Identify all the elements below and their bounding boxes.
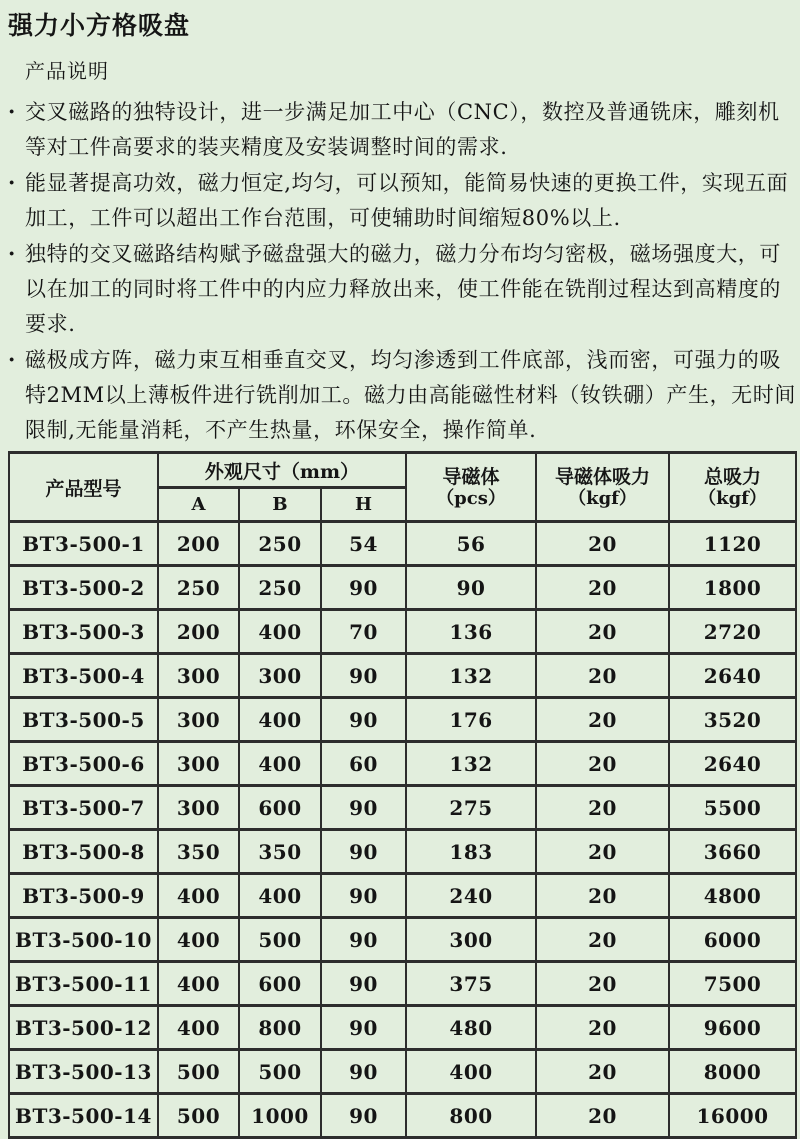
bullet-text: 独特的交叉磁路结构赋予磁盘强大的磁力，磁力分布均匀密极，磁场强度大，可以在加工的同时将工件中的内应力释放出来，使工件能在铣削过程达到高精度的要求. [25,242,781,336]
cell-pcs: 183 [406,830,536,874]
col-header-conductor-force-unit: （kgf） [568,487,637,509]
cell-model: BT3-500-4 [9,654,158,698]
cell-b: 400 [239,742,321,786]
cell-h: 90 [321,786,406,830]
table-row [9,1094,796,1138]
cell-model: BT3-500-10 [9,918,158,962]
cell-kgf: 20 [536,1094,669,1138]
cell-b: 1000 [239,1094,321,1138]
table-row [9,522,796,566]
cell-pcs: 300 [406,918,536,962]
cell-b: 400 [239,698,321,742]
cell-b: 400 [239,874,321,918]
cell-total: 1800 [669,566,796,610]
cell-a: 250 [158,566,239,610]
cell-total: 9600 [669,1006,796,1050]
col-header-conductor-label: 导磁体 [442,465,500,488]
cell-total: 2720 [669,610,796,654]
col-header-conductor-force [536,453,669,522]
cell-total: 1120 [669,522,796,566]
cell-total: 3660 [669,830,796,874]
cell-kgf: 20 [536,918,669,962]
cell-b: 250 [239,522,321,566]
bullet-text: 磁极成方阵，磁力束互相垂直交叉，均匀渗透到工件底部，浅而密，可强力的吸特2MM以上薄板件进行铣削加工。磁力由高能磁性材料（钕铁硼）产生，无时间限制,无能量消耗，不产生热量，环保安全，操作简单. [25,348,796,442]
bullet-item [8,165,796,236]
cell-model: BT3-500-12 [9,1006,158,1050]
cell-total: 16000 [669,1094,796,1138]
spec-table-head [9,453,796,522]
cell-pcs: 132 [406,654,536,698]
col-header-dim-a: A [158,488,239,522]
cell-pcs: 136 [406,610,536,654]
table-row [9,566,796,610]
cell-h: 54 [321,522,406,566]
table-row [9,698,796,742]
col-header-total-force-label: 总吸力 [704,465,762,488]
table-row [9,1050,796,1094]
col-header-dimensions-group: 外观尺寸（mm） [158,453,406,488]
col-header-total-force-unit: （kgf） [698,487,767,509]
cell-b: 350 [239,830,321,874]
cell-b: 400 [239,610,321,654]
cell-model: BT3-500-13 [9,1050,158,1094]
cell-kgf: 20 [536,962,669,1006]
cell-h: 90 [321,962,406,1006]
cell-kgf: 20 [536,1050,669,1094]
cell-b: 800 [239,1006,321,1050]
col-header-total-force [669,453,796,522]
cell-a: 500 [158,1094,239,1138]
cell-kgf: 20 [536,742,669,786]
cell-h: 90 [321,1050,406,1094]
cell-h: 90 [321,918,406,962]
cell-total: 2640 [669,742,796,786]
table-row [9,786,796,830]
cell-total: 5500 [669,786,796,830]
cell-a: 400 [158,962,239,1006]
cell-b: 250 [239,566,321,610]
cell-kgf: 20 [536,610,669,654]
cell-model: BT3-500-2 [9,566,158,610]
bullet-marker: · [8,347,16,372]
cell-kgf: 20 [536,698,669,742]
table-row [9,654,796,698]
cell-h: 90 [321,1006,406,1050]
cell-pcs: 90 [406,566,536,610]
cell-kgf: 20 [536,1006,669,1050]
section-heading-product-description: 产品说明 [25,59,109,83]
col-header-conductor-force-label: 导磁体吸力 [555,465,651,488]
table-row [9,874,796,918]
cell-total: 7500 [669,962,796,1006]
cell-h: 90 [321,566,406,610]
cell-b: 500 [239,918,321,962]
cell-h: 90 [321,698,406,742]
cell-a: 300 [158,742,239,786]
cell-a: 400 [158,1006,239,1050]
cell-h: 90 [321,874,406,918]
cell-pcs: 240 [406,874,536,918]
bullet-item [8,94,796,165]
cell-pcs: 176 [406,698,536,742]
bullet-list [0,84,800,448]
table-row [9,1006,796,1050]
bullet-text: 交叉磁路的独特设计，进一步满足加工中心（CNC），数控及普通铣床，雕刻机等对工件高要求的装夹精度及安装调整时间的需求. [25,100,780,159]
cell-kgf: 20 [536,522,669,566]
cell-a: 400 [158,918,239,962]
cell-total: 3520 [669,698,796,742]
bullet-item [8,236,796,342]
cell-total: 2640 [669,654,796,698]
cell-a: 200 [158,610,239,654]
cell-h: 90 [321,830,406,874]
header-row-top [9,453,796,488]
cell-model: BT3-500-8 [9,830,158,874]
cell-h: 90 [321,1094,406,1138]
cell-a: 500 [158,1050,239,1094]
cell-kgf: 20 [536,786,669,830]
cell-kgf: 20 [536,874,669,918]
cell-a: 300 [158,698,239,742]
cell-pcs: 400 [406,1050,536,1094]
spec-table [8,451,797,1139]
cell-b: 500 [239,1050,321,1094]
cell-pcs: 800 [406,1094,536,1138]
cell-b: 600 [239,786,321,830]
col-header-dim-b: B [239,488,321,522]
cell-b: 300 [239,654,321,698]
table-row [9,610,796,654]
col-header-conductor [406,453,536,522]
cell-model: BT3-500-9 [9,874,158,918]
cell-model: BT3-500-5 [9,698,158,742]
cell-pcs: 375 [406,962,536,1006]
table-row [9,742,796,786]
cell-pcs: 132 [406,742,536,786]
cell-a: 350 [158,830,239,874]
cell-h: 70 [321,610,406,654]
cell-h: 60 [321,742,406,786]
table-row [9,830,796,874]
cell-a: 400 [158,874,239,918]
cell-model: BT3-500-3 [9,610,158,654]
col-header-dim-h: H [321,488,406,522]
cell-model: BT3-500-7 [9,786,158,830]
cell-pcs: 480 [406,1006,536,1050]
spec-table-body [9,522,796,1138]
page-title: 强力小方格吸盘 [8,11,191,40]
cell-total: 4800 [669,874,796,918]
cell-b: 600 [239,962,321,1006]
table-row [9,962,796,1006]
cell-model: BT3-500-1 [9,522,158,566]
cell-model: BT3-500-14 [9,1094,158,1138]
cell-kgf: 20 [536,830,669,874]
table-row [9,918,796,962]
cell-total: 6000 [669,918,796,962]
cell-total: 8000 [669,1050,796,1094]
cell-pcs: 275 [406,786,536,830]
cell-kgf: 20 [536,654,669,698]
cell-a: 300 [158,654,239,698]
bullet-text: 能显著提高功效，磁力恒定,均匀，可以预知，能简易快速的更换工件，实现五面加工，工件可以超出工作台范围，可使辅助时间缩短80%以上. [25,171,789,230]
cell-model: BT3-500-6 [9,742,158,786]
bullet-marker: · [8,99,16,124]
cell-pcs: 56 [406,522,536,566]
cell-h: 90 [321,654,406,698]
col-header-model: 产品型号 [9,453,158,522]
bullet-marker: · [8,170,16,195]
bullet-item [8,342,796,448]
col-header-conductor-unit: （pcs） [436,487,506,509]
cell-kgf: 20 [536,566,669,610]
cell-a: 300 [158,786,239,830]
cell-model: BT3-500-11 [9,962,158,1006]
bullet-marker: · [8,241,16,266]
cell-a: 200 [158,522,239,566]
